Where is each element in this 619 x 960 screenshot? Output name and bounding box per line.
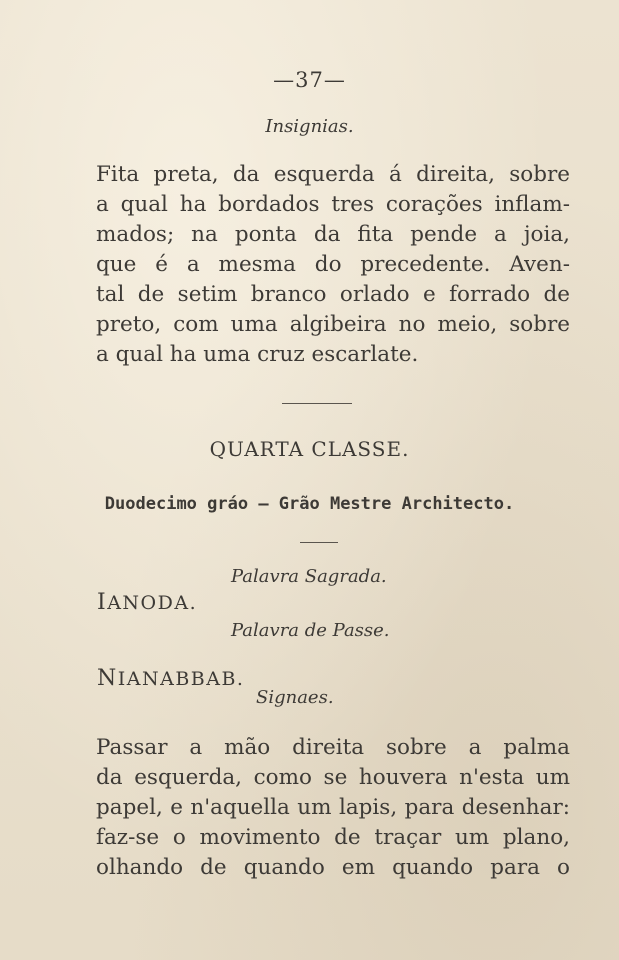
section-divider bbox=[282, 403, 352, 404]
paragraph-line: da esquerda, como se houvera n'esta um bbox=[96, 765, 570, 790]
sacred-word-label: Palavra Sagrada. bbox=[231, 566, 387, 587]
paragraph-line: papel, e n'aquella um lapis, para desenhar: bbox=[96, 795, 570, 820]
insignias-paragraph bbox=[96, 160, 570, 370]
paragraph-line: tal de setim branco orlado e forrado de bbox=[96, 282, 570, 307]
paragraph-line: que é a mesma do precedente. Aven- bbox=[96, 252, 570, 277]
short-divider bbox=[300, 542, 338, 543]
degree-heading: Duodecimo gráo — Grão Mestre Architecto. bbox=[104, 494, 515, 514]
sacred-word bbox=[97, 590, 197, 615]
paragraph-line: a qual ha uma cruz escarlate. bbox=[96, 342, 419, 367]
pass-word-rest: IANABBAB. bbox=[117, 668, 245, 690]
pass-word-label: Palavra de Passe. bbox=[231, 620, 390, 641]
signs-heading: Signaes. bbox=[256, 687, 334, 708]
insignias-heading: Insignias. bbox=[265, 116, 354, 137]
paragraph-line: Passar a mão direita sobre a palma bbox=[96, 735, 570, 760]
page-number: —37— bbox=[273, 68, 346, 92]
paragraph-line: a qual ha bordados tres corações inflam- bbox=[96, 192, 570, 217]
pass-word-initial: N bbox=[97, 666, 118, 691]
class-heading: QUARTA CLASSE. bbox=[209, 437, 410, 461]
sacred-word-rest: ANODA. bbox=[107, 592, 198, 614]
pass-word bbox=[97, 666, 244, 691]
paragraph-line: olhando de quando em quando para o bbox=[96, 855, 570, 880]
paragraph-line: Fita preta, da esquerda á direita, sobre bbox=[96, 162, 570, 187]
sacred-word-initial: I bbox=[97, 590, 108, 615]
paragraph-line: preto, com uma algibeira no meio, sobre bbox=[96, 312, 570, 337]
signs-paragraph bbox=[96, 733, 570, 883]
paragraph-line: mados; na ponta da fita pende a joia, bbox=[96, 222, 570, 247]
paragraph-line: faz-se o movimento de traçar um plano, bbox=[96, 825, 570, 850]
